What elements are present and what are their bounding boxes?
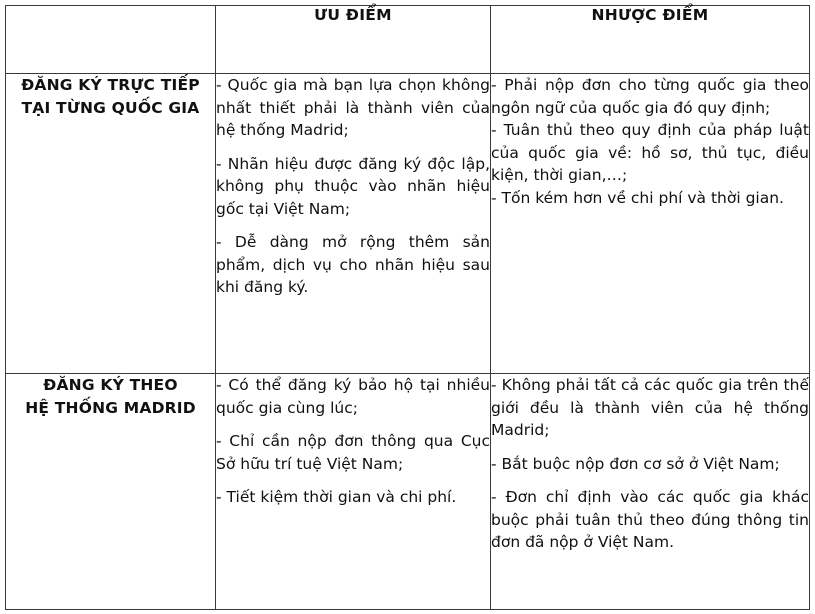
list-item: - Tuân thủ theo quy định của pháp luật của quốc gia về: hồ sơ, thủ tục, điều kiện, thời gian,…;	[491, 121, 809, 184]
list-item: - Chỉ cần nộp đơn thông qua Cục Sở hữu trí tuệ Việt Nam;	[216, 432, 490, 473]
list-item: - Không phải tất cả các quốc gia trên thế giới đều là thành viên của hệ thống Madrid;	[491, 376, 809, 439]
comparison-table	[5, 5, 810, 610]
list-item: - Tốn kém hơn về chi phí và thời gian.	[491, 188, 784, 207]
row-label-line: TẠI TỪNG QUỐC GIA	[21, 99, 200, 117]
list-item: - Đơn chỉ định vào các quốc gia khác buộc phải tuân thủ theo đúng thông tin đơn đã nộp ở Việt Nam.	[491, 488, 809, 551]
list-item: - Phải nộp đơn cho từng quốc gia theo ngôn ngữ của quốc gia đó quy định;	[491, 76, 809, 117]
header-empty-cell	[6, 6, 216, 74]
list-item: - Bắt buộc nộp đơn cơ sở ở Việt Nam;	[491, 454, 780, 473]
list-item: - Dễ dàng mở rộng thêm sản phẩm, dịch vụ cho nhãn hiệu sau khi đăng ký.	[216, 233, 490, 296]
row-label-madrid-registration	[6, 374, 216, 610]
list-item: - Có thể đăng ký bảo hộ tại nhiều quốc gia cùng lúc;	[216, 376, 490, 417]
list-item: - Tiết kiệm thời gian và chi phí.	[216, 488, 457, 506]
row-label-line: ĐĂNG KÝ THEO	[43, 376, 178, 394]
list-item: - Quốc gia mà bạn lựa chọn không nhất thiết phải là thành viên của hệ thống Madrid;	[216, 76, 490, 139]
header-advantages: ƯU ĐIỂM	[216, 6, 491, 74]
list-item: - Nhãn hiệu được đăng ký độc lập, không phụ thuộc vào nhãn hiệu gốc tại Việt Nam;	[216, 154, 490, 218]
advantages-cell	[216, 374, 491, 610]
row-label-direct-registration	[6, 74, 216, 374]
row-label-line: ĐĂNG KÝ TRỰC TIẾP	[21, 76, 200, 94]
row-label-line: HỆ THỐNG MADRID	[25, 399, 196, 417]
advantages-cell	[216, 74, 491, 374]
header-disadvantages: NHƯỢC ĐIỂM	[491, 6, 810, 74]
table-row-direct-registration	[6, 74, 810, 374]
disadvantages-cell	[491, 74, 810, 374]
table-row-madrid-registration	[6, 374, 810, 610]
disadvantages-cell	[491, 374, 810, 610]
header-row	[6, 6, 810, 74]
